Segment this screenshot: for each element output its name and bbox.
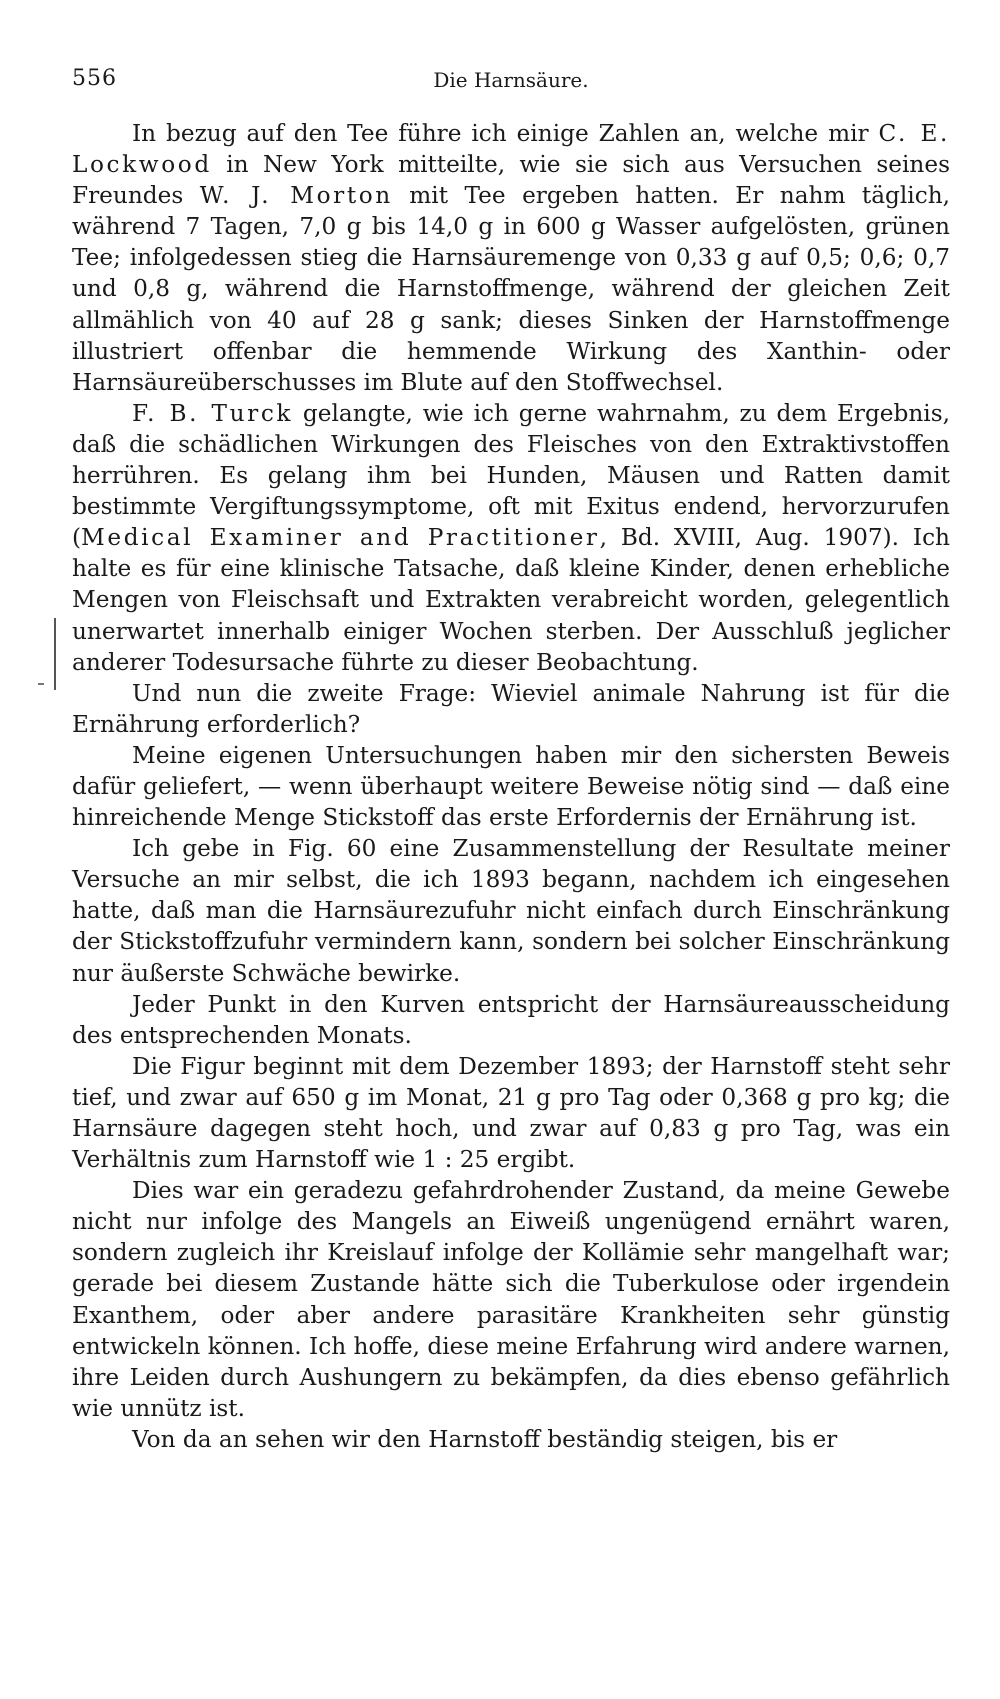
page-header [72, 66, 950, 100]
margin-line [54, 618, 56, 690]
margin-dash [38, 683, 44, 685]
body-text [72, 118, 950, 1455]
page-number: 556 [72, 66, 117, 91]
paragraph-curve-points: Jeder Punkt in den Kurven entspricht der Harnsäureausscheidung des entsprechenden Monats. [72, 990, 950, 1049]
paragraph-fig-60: Ich gebe in Fig. 60 eine Zusammenstellung der Resultate meiner Versuche an mir selbst, die ich 1893 begann, nachdem ich eingesehen hatte, daß man die Harnsäurezufuhr nicht einfach durch Einschränkung der Stickstoffzufuhr vermindern kann, sondern bei solcher Einschränkung nur äußerste Schwäche bewirke. [72, 835, 950, 987]
paragraph-own-research: Meine eigenen Untersuchungen haben mir den sichersten Beweis dafür geliefert, — wenn überhaupt weitere Beweise nötig sind — daß eine hinreichende Menge Stickstoff das erste Erfordernis der Ernährung ist. [72, 741, 950, 832]
paragraph-text: in New York mitteilte, wie sie sich aus Versuchen seines Freundes [72, 151, 950, 210]
paragraph-question: Und nun die zweite Frage: Wieviel animale Nahrung ist für die Ernährung erforderlich? [72, 679, 950, 738]
paragraph-text: gelangte, wie ich gerne wahrnahm, zu dem Ergebnis, daß die schädlichen Wirkungen des Fleisches von den Extraktivstoffen herrühren. Es gelang ihm bei Hunden, Mäusen und Ratten damit bestimmte Vergiftungssymptome, oft mit Exitus endend, hervorzurufen ( [72, 399, 950, 552]
paragraph-dangerous-state: Dies war ein geradezu gefahrdrohender Zustand, da meine Gewebe nicht nur infolge des Mangels an Eiweiß ungenügend ernährt waren, sondern zugleich ihr Kreislauf infolge der Kollämie sehr mangelhaft war; gerade bei diesem Zustande hätte sich die Tuberkulose oder irgendein Exanthem, oder aber andere parasitäre Krankheiten sehr günstig entwickeln können. Ich hoffe, diese meine Erfahrung wird andere warnen, ihre Leiden durch Aushungern zu bekämpfen, da dies ebenso gefährlich wie unnütz ist. [72, 1177, 950, 1422]
running-title: Die Harnsäure. [433, 68, 589, 92]
paragraph-turck [72, 398, 950, 678]
paragraph-text: , Bd. XVIII, Aug. 1907). Ich halte es für eine klinische Tatsache, daß kleine Kinder, denen erhebliche Mengen von Fleischsaft und Extrakten verabreicht worden, gelegentlich unerwartet innerhalb einiger Wochen sterben. Der Ausschluß jeglicher anderer Todesursache führte zu dieser Beobachtung. [72, 524, 950, 676]
paragraph-text: In bezug auf den Tee führe ich einige Zahlen an, welche mir [132, 120, 879, 147]
author-name-morton: W. J. Morton [199, 182, 393, 210]
paragraph-december-1893: Die Figur beginnt mit dem Dezember 1893; der Harnstoff steht sehr tief, und zwar auf 650 g im Monat, 21 g pro Tag oder 0,368 g pro kg; die Harnsäure dagegen steht hoch, und zwar auf 0,83 g pro Tag, was ein Verhältnis zum Harnstoff wie 1 : 25 ergibt. [72, 1052, 950, 1174]
author-name-lockwood: C. E. Lockwood [72, 120, 951, 179]
paragraph-tea [72, 118, 950, 398]
paragraph-text: mit Tee ergeben hatten. Er nahm täglich, während 7 Tagen, 7,0 g bis 14,0 g in 600 g Wasser aufgelösten, grünen Tee; infolgedessen stieg die Harnsäuremenge von 0,33 g auf 0,5; 0,6; 0,7 und 0,8 g, während die Harnstoffmenge, während der gleichen Zeit allmählich von 40 auf 28 g sank; dieses Sinken der Harnstoffmenge illustriert offenbar die hemmende Wirkung des Xanthin- oder Harnsäureüberschusses im Blute auf den Stoffwechsel. [72, 182, 951, 396]
paragraph-urea-rising: Von da an sehen wir den Harnstoff beständig steigen, bis er [132, 1425, 838, 1453]
author-name-turck: F. B. Turck [132, 399, 294, 427]
journal-title: Medical Examiner and Practitioner [81, 524, 600, 552]
